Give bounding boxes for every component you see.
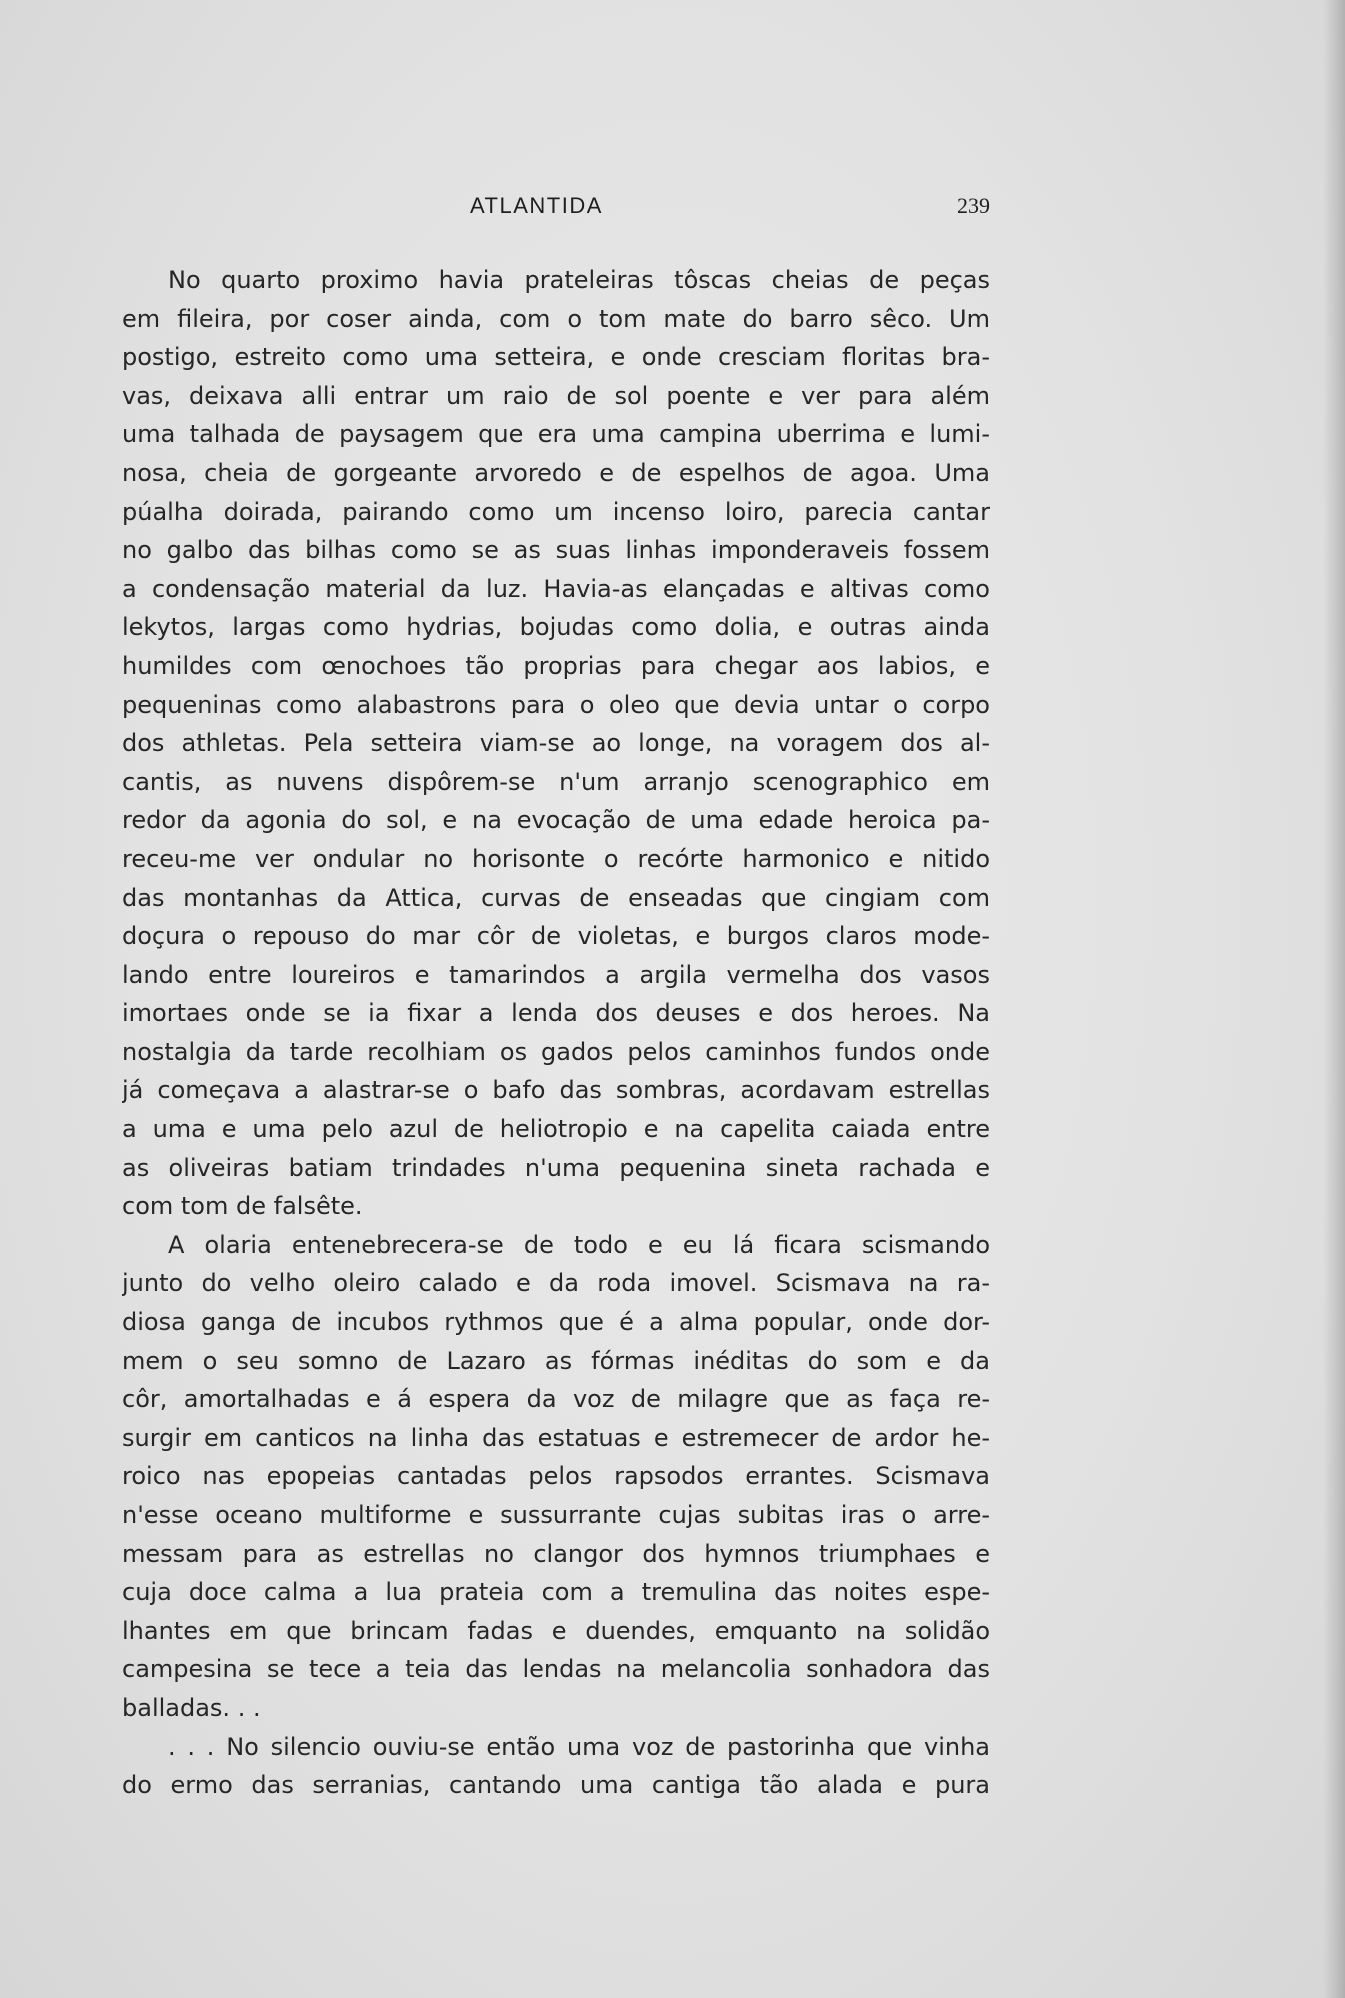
text-line: campesina se tece a teia das lendas na melancolia sonhadora das	[122, 1655, 990, 1684]
text-line: No quarto proximo havia prateleiras tôscas cheias de peças	[168, 266, 990, 294]
text-line: dos athletas. Pela setteira viam-se ao longe, na voragem dos al-	[122, 729, 990, 758]
text-line: cantis, as nuvens dispôrem-se n'um arranjo scenographico em	[122, 767, 990, 796]
text-line: postigo, estreito como uma setteira, e onde cresciam floritas bra-	[122, 343, 990, 372]
text-line: a condensação material da luz. Havia-as elançadas e altivas como	[122, 574, 990, 603]
page-edge-shadow	[1323, 0, 1345, 1998]
text-line: diosa ganga de incubos rythmos que é a alma popular, onde dor-	[122, 1308, 990, 1337]
text-line: côr, amortalhadas e á espera da voz de milagre que as faça re-	[122, 1385, 990, 1414]
text-line: imortaes onde se ia fixar a lenda dos deuses e dos heroes. Na	[122, 999, 990, 1028]
text-line: messam para as estrellas no clangor dos hymnos triumphaes e	[122, 1539, 990, 1568]
text-line: surgir em canticos na linha das estatuas e estremecer de ardor he-	[122, 1423, 990, 1452]
text-line: lhantes em que brincam fadas e duendes, emquanto na solidão	[122, 1616, 990, 1645]
text-line: em fileira, por coser ainda, com o tom mate do barro sêco. Um	[122, 304, 990, 333]
page-header	[122, 193, 990, 223]
text-line: n'esse oceano multiforme e sussurrante cujas subitas iras o arre-	[122, 1501, 990, 1529]
text-line: doçura o repouso do mar côr de violetas, e burgos claros mode-	[122, 922, 990, 951]
text-line: as oliveiras batiam trindades n'uma pequenina sineta rachada e	[122, 1153, 990, 1182]
text-line: . . . No silencio ouviu-se então uma voz de pastorinha que vinha	[168, 1732, 990, 1761]
text-line: uma talhada de paysagem que era uma campina uberrima e lumi-	[122, 420, 990, 449]
text-line: roico nas epopeias cantadas pelos rapsodos errantes. Scismava	[122, 1462, 990, 1491]
text-line: vas, deixava alli entrar um raio de sol poente e ver para além	[122, 381, 990, 410]
text-line: redor da agonia do sol, e na evocação de uma edade heroica pa-	[122, 806, 990, 835]
running-title: ATLANTIDA	[470, 193, 603, 218]
page-number: 239	[957, 193, 990, 218]
text-line: cuja doce calma a lua prateia com a tremulina das noites espe-	[122, 1578, 990, 1607]
text-line: mem o seu somno de Lazaro as fórmas inéditas do som e da	[122, 1346, 990, 1375]
text-line: pequeninas como alabastrons para o oleo que devia untar o corpo	[122, 690, 990, 719]
text-line: já começava a alastrar-se o bafo das sombras, acordavam estrellas	[122, 1076, 990, 1105]
text-line: lando entre loureiros e tamarindos a argila vermelha dos vasos	[122, 960, 990, 989]
text-line: humildes com œnochoes tão proprias para chegar aos labios, e	[122, 651, 990, 680]
text-line: junto do velho oleiro calado e da roda imovel. Scismava na ra-	[122, 1269, 990, 1298]
text-line: balladas. . .	[122, 1693, 261, 1722]
text-line: receu-me ver ondular no horisonte o recórte harmonico e nitido	[122, 844, 990, 873]
body-text	[122, 261, 990, 1805]
text-line: a uma e uma pelo azul de heliotropio e na capelita caiada entre	[122, 1115, 990, 1144]
text-line: do ermo das serranias, cantando uma cantiga tão alada e pura	[122, 1771, 990, 1800]
text-line: lekytos, largas como hydrias, bojudas como dolia, e outras ainda	[122, 613, 990, 642]
text-line: nostalgia da tarde recolhiam os gados pelos caminhos fundos onde	[122, 1037, 990, 1066]
text-line: das montanhas da Attica, curvas de enseadas que cingiam com	[122, 883, 990, 912]
text-line: nosa, cheia de gorgeante arvoredo e de espelhos de agoa. Uma	[122, 458, 990, 487]
text-line: A olaria entenebrecera-se de todo e eu lá ficara scismando	[168, 1230, 990, 1259]
text-line: com tom de falsête.	[122, 1192, 363, 1221]
text-line: no galbo das bilhas como se as suas linhas imponderaveis fossem	[122, 536, 990, 565]
text-line: púalha doirada, pairando como um incenso loiro, parecia cantar	[122, 497, 990, 526]
